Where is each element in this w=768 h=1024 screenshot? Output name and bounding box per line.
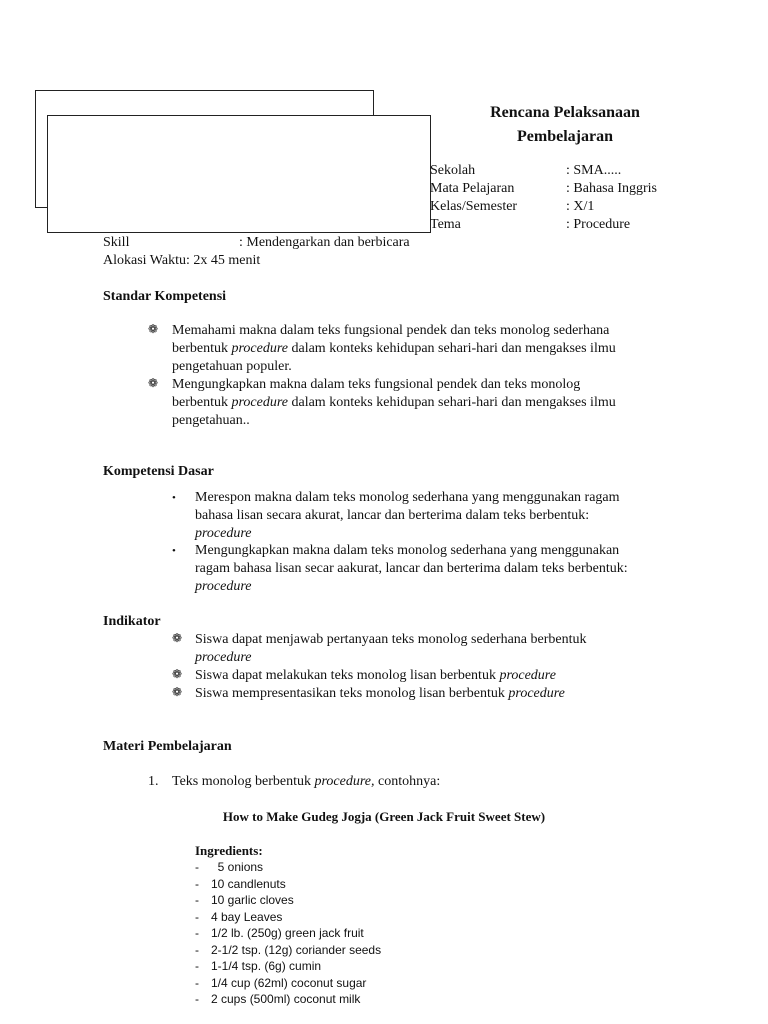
info-value: : Procedure xyxy=(566,217,631,232)
ingredient-item: - 2-1/2 tsp. (12g) coriander seeds xyxy=(195,942,382,957)
indikator-1-line1: Siswa dapat menjawab pertanyaan teks monolog sederhana berbentuk xyxy=(195,632,587,647)
flower-bullet-icon: ❁ xyxy=(172,631,183,645)
dasar-heading: Kompetensi Dasar xyxy=(103,464,214,479)
flower-bullet-icon: ❁ xyxy=(148,376,159,390)
ingredient-item: - 1/2 lb. (250g) green jack fruit xyxy=(195,926,364,940)
skill-row xyxy=(103,234,443,252)
title-line-2: Pembelajaran xyxy=(517,128,613,145)
recipe-title: How to Make Gudeg Jogja (Green Jack Fruit Sweet Stew) xyxy=(222,809,546,824)
standar-1-line1: Memahami makna dalam teks fungsional pendek dan teks monolog sederhana xyxy=(172,323,610,338)
indikator-1-line2: procedure xyxy=(195,650,252,665)
ingredient-item: - 5 onions xyxy=(195,860,264,874)
standar-heading: Standar Kompetensi xyxy=(103,289,227,304)
info-label: Mata Pelajaran xyxy=(430,181,515,196)
ingredient-item: - 10 candlenuts xyxy=(195,876,286,891)
standar-1-line3: pengetahuan populer. xyxy=(172,359,292,374)
info-row-tema xyxy=(430,216,730,234)
header-box-front xyxy=(47,115,431,233)
materi-heading: Materi Pembelajaran xyxy=(103,739,232,754)
document-title xyxy=(450,101,680,149)
ingredient-item: - 1/4 cup (62ml) coconut sugar xyxy=(195,975,367,990)
dasar-2-line2: ragam bahasa lisan secar aakurat, lancar dan berterima dalam teks berbentuk: xyxy=(195,561,628,576)
ingredient-item: - 4 bay Leaves xyxy=(195,909,283,924)
info-row-sekolah xyxy=(430,162,730,180)
dasar-2-line1: Mengungkapkan makna dalam teks monolog sederhana yang menggunakan xyxy=(195,543,620,558)
dasar-1-line3: procedure xyxy=(195,526,252,541)
skill-value: : Mendengarkan dan berbicara xyxy=(239,235,410,250)
info-value: : X/1 xyxy=(566,199,595,214)
info-row-kelas xyxy=(430,198,730,216)
standar-2-line2: berbentuk procedure dalam konteks kehidupan sehari-hari dan mengakses ilmu xyxy=(172,395,616,410)
dasar-1-line2: bahasa lisan secara akurat, lancar dan berterima dalam teks berbentuk: xyxy=(195,508,590,523)
ingredients-heading: Ingredients: xyxy=(195,843,263,858)
materi-item-text: Teks monolog berbentuk procedure, contohnya: xyxy=(172,774,441,789)
materi-item-1 xyxy=(148,773,441,791)
standar-2-line1: Mengungkapkan makna dalam teks fungsional pendek dan teks monolog xyxy=(172,377,581,392)
standar-2-line3: pengetahuan.. xyxy=(172,413,250,428)
standar-1-line2: berbentuk procedure dalam konteks kehidupan sehari-hari dan mengakses ilmu xyxy=(172,341,616,356)
skill-label: Skill xyxy=(103,235,130,250)
flower-bullet-icon: ❁ xyxy=(172,685,183,699)
list-number: 1. xyxy=(148,774,159,789)
dasar-2-line3: procedure xyxy=(195,579,252,594)
indikator-heading: Indikator xyxy=(103,614,161,629)
flower-bullet-icon: ❁ xyxy=(148,322,159,336)
title-line-1: Rencana Pelaksanaan xyxy=(490,104,640,121)
ingredient-item: - 10 garlic cloves xyxy=(195,893,294,907)
alokasi-waktu: Alokasi Waktu: 2x 45 menit xyxy=(103,253,261,268)
info-label: Sekolah xyxy=(430,163,476,178)
info-label: Kelas/Semester xyxy=(430,199,518,214)
ingredient-item: - 2 cups (500ml) coconut milk xyxy=(195,992,361,1006)
info-value: : SMA..... xyxy=(566,163,622,178)
info-row-mapel xyxy=(430,180,730,198)
indikator-2-line1: Siswa dapat melakukan teks monolog lisan berbentuk procedure xyxy=(195,668,556,683)
info-value: : Bahasa Inggris xyxy=(566,181,657,196)
dasar-1-line1: Merespon makna dalam teks monolog sederhana yang menggunakan ragam xyxy=(195,490,620,505)
ingredient-item: - 1-1/4 tsp. (6g) cumin xyxy=(195,959,322,973)
info-label: Tema xyxy=(430,217,461,232)
dot-bullet-icon: • xyxy=(172,492,176,504)
indikator-3-line1: Siswa mempresentasikan teks monolog lisan berbentuk procedure xyxy=(195,686,565,701)
flower-bullet-icon: ❁ xyxy=(172,667,183,681)
dot-bullet-icon: • xyxy=(172,545,176,557)
